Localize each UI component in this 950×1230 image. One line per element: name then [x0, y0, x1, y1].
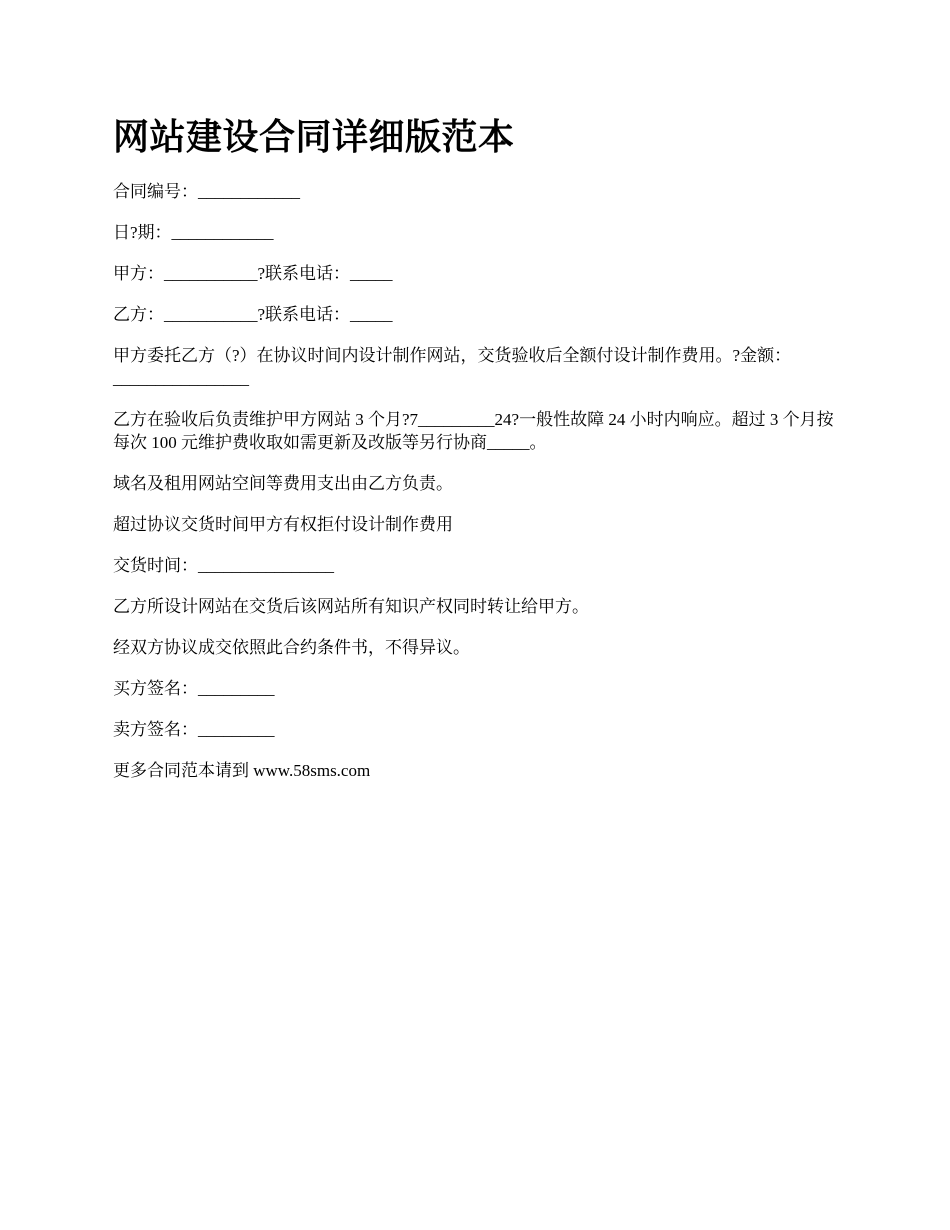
domain-hosting-clause: 域名及租用网站空间等费用支出由乙方负责。 [113, 474, 453, 493]
contract-number-line: 合同编号：____________ [113, 182, 300, 201]
agreement-clause: 经双方协议成交依照此合约条件书，不得异议。 [113, 638, 470, 657]
buyer-signature-line: 买方签名：_________ [113, 679, 275, 698]
document-body [113, 112, 848, 800]
delivery-time-line: 交货时间：________________ [113, 556, 334, 575]
date-line: 日?期：____________ [113, 223, 274, 242]
document-title: 网站建设合同详细版范本 [113, 117, 515, 157]
late-delivery-clause: 超过协议交货时间甲方有权拒付设计制作费用 [113, 515, 453, 534]
seller-signature-line: 卖方签名：_________ [113, 720, 275, 739]
party-a-line: 甲方：___________?联系电话：_____ [113, 264, 393, 283]
maintenance-clause: 乙方在验收后负责维护甲方网站 3 个月?7_________24?一般性故障 24 小时内响应。超过 3 个月按每次 100 元维护费收取如需更新及改版等另行协商_____。 [113, 410, 834, 452]
commission-clause: 甲方委托乙方（?）在协议时间内设计制作网站，交货验收后全额付设计制作费用。?金额：________________ [113, 346, 792, 388]
footer-note: 更多合同范本请到 www.58sms.com [113, 761, 371, 780]
party-b-line: 乙方：___________?联系电话：_____ [113, 305, 393, 324]
ip-transfer-clause: 乙方所设计网站在交货后该网站所有知识产权同时转让给甲方。 [113, 597, 589, 616]
